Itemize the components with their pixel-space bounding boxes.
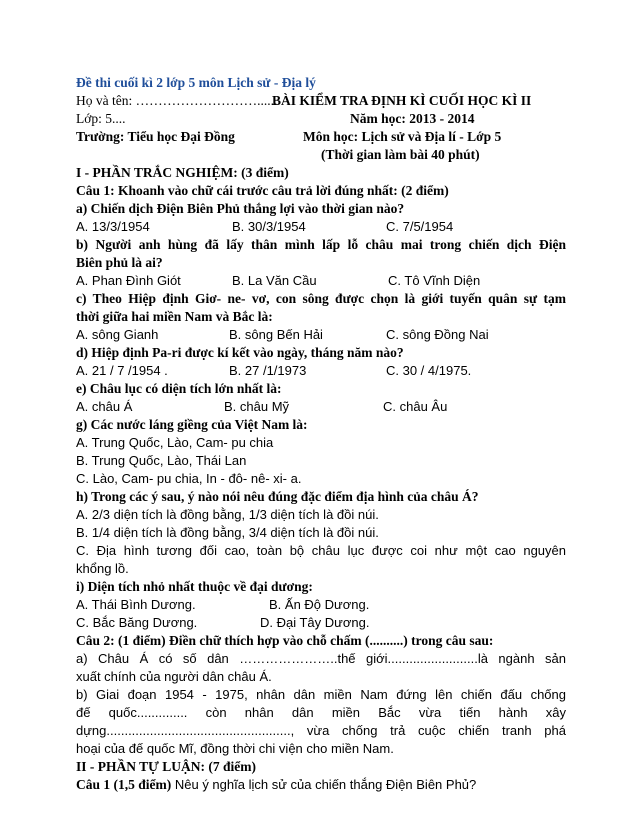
option: C. châu Âu	[383, 399, 448, 414]
essay-question-label: Câu 1 (1,5 điểm)	[76, 777, 172, 792]
question-c-cont: thời giữa hai miền Nam và Bắc là:	[76, 309, 273, 324]
option: B. Ấn Độ Dương.	[269, 597, 370, 612]
question-e: e) Châu lục có diện tích lớn nhất là:	[76, 381, 282, 396]
option: A. 13/3/1954	[76, 219, 150, 234]
fill-blank-b: b) Giai đoạn 1954 - 1975, nhân dân miền Nam đứng lên chiến đấu chống	[76, 687, 566, 702]
option-cont: khổng lồ.	[76, 561, 129, 576]
exam-title: BÀI KIỂM TRA ĐỊNH KÌ CUỐI HỌC KÌ II	[272, 93, 532, 108]
question-a: a) Chiến dịch Điện Biên Phủ thắng lợi vào thời gian nào?	[76, 201, 405, 216]
fill-blank-b-cont: dựng..................................................., vừa chống trả cuộc chiến tranh phá	[76, 723, 566, 738]
option: A. Thái Bình Dương.	[76, 597, 196, 612]
question-b-cont: Biên phủ là ai?	[76, 255, 163, 270]
question1-heading: Câu 1: Khoanh vào chữ cái trước câu trả lời đúng nhất: (2 điểm)	[76, 183, 449, 198]
subject: Môn học: Lịch sử và Địa lí - Lớp 5	[303, 129, 502, 144]
option: C. Lào, Cam- pu chia, In - đô- nê- xi- a.	[76, 471, 302, 486]
essay-question-text: Nêu ý nghĩa lịch sử của chiến thắng Điện Biên Phủ?	[171, 777, 477, 792]
option: D. Đại Tây Dương.	[260, 615, 370, 630]
option: C. sông Đồng Nai	[386, 327, 489, 342]
option: C. Địa hình tương đối cao, toàn bộ châu lục được coi như một cao nguyên	[76, 543, 566, 558]
option: C. Tô Vĩnh Diện	[388, 273, 481, 288]
option: B. 30/3/1954	[232, 219, 306, 234]
student-name-line: Họ và tên: ………………………......	[76, 93, 278, 108]
question-g: g) Các nước láng giềng của Việt Nam là:	[76, 417, 308, 432]
option: B. châu Mỹ	[224, 399, 290, 414]
question-h: h) Trong các ý sau, ý nào nói nêu đúng đặc điểm địa hình của châu Á?	[76, 489, 479, 504]
option: C. Bắc Băng Dương.	[76, 615, 198, 630]
essay-question-1	[76, 776, 476, 793]
fill-blank-b-cont: đế quốc.............. còn nhân dân miền Bắc vừa tiến hành xây	[76, 705, 566, 720]
document-title: Đề thi cuối kì 2 lớp 5 môn Lịch sử - Địa lý	[76, 75, 316, 90]
school-name: Trường: Tiểu học Đại Đồng	[76, 129, 235, 144]
question-c: c) Theo Hiệp định Giơ- ne- vơ, con sông được chọn là giới tuyến quân sự tạm	[76, 291, 566, 306]
exam-duration: (Thời gian làm bài 40 phút)	[321, 147, 480, 162]
option: A. Phan Đình Giót	[76, 273, 181, 288]
fill-blank-b-cont: hoại của đế quốc Mĩ, đồng thời chi viện cho miền Nam.	[76, 741, 394, 756]
option: B. La Văn Cầu	[232, 273, 317, 288]
part1-heading: I - PHẦN TRẮC NGHIỆM: (3 điểm)	[76, 165, 289, 180]
option: A. Trung Quốc, Lào, Cam- pu chia	[76, 435, 274, 450]
option: A. châu Á	[76, 399, 133, 414]
school-year: Năm học: 2013 - 2014	[350, 111, 475, 126]
part2-heading: II - PHẦN TỰ LUẬN: (7 điểm)	[76, 759, 256, 774]
option: A. 21 / 7 /1954 .	[76, 363, 168, 378]
fill-blank-a: a) Châu Á có số dân …………………..thế giới.........................là ngành sản	[76, 651, 566, 666]
fill-blank-a-cont: xuất chính của người dân châu Á.	[76, 669, 272, 684]
question-b: b) Người anh hùng đã lấy thân mình lấp lỗ châu mai trong chiến dịch Điện	[76, 237, 566, 252]
option: B. Trung Quốc, Lào, Thái Lan	[76, 453, 247, 468]
option: C. 7/5/1954	[386, 219, 454, 234]
question-d: d) Hiệp định Pa-ri được kí kết vào ngày, tháng năm nào?	[76, 345, 404, 360]
option: A. sông Gianh	[76, 327, 159, 342]
option: C. 30 / 4/1975.	[386, 363, 472, 378]
option: B. 1/4 diện tích là đồng bằng, 3/4 diện tích là đồi núi.	[76, 525, 379, 540]
class-label: Lớp: 5....	[76, 111, 126, 126]
option: B. 27 /1/1973	[229, 363, 307, 378]
option: B. sông Bến Hải	[229, 327, 323, 342]
question-i: i) Diện tích nhỏ nhất thuộc về đại dương:	[76, 579, 313, 594]
question2-heading: Câu 2: (1 điểm) Điền chữ thích hợp vào chỗ chấm (..........) trong câu sau:	[76, 633, 494, 648]
option: A. 2/3 diện tích là đồng bằng, 1/3 diện tích là đồi núi.	[76, 507, 379, 522]
